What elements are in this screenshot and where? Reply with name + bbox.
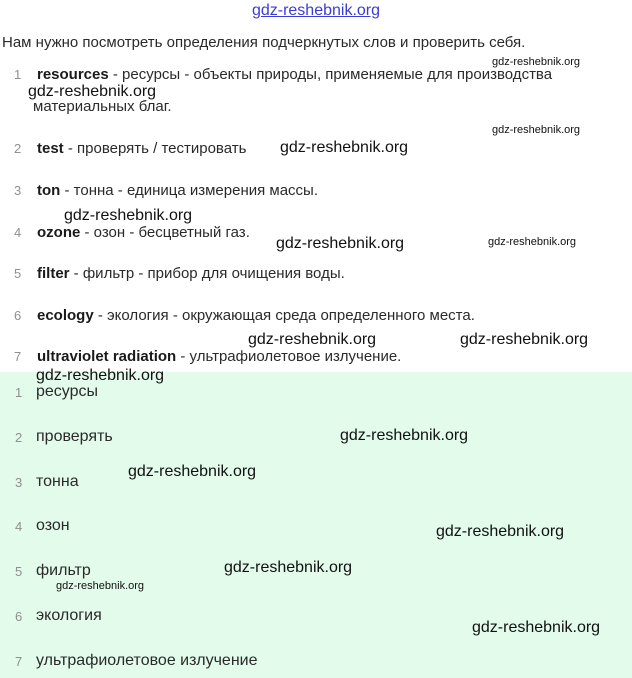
watermark: gdz-reshebnik.org [224,559,353,576]
item-number: 7 [15,654,23,669]
definition-term: resources [37,66,109,83]
definition-text [37,307,475,324]
definition-continuation: материальных благ. [33,98,172,115]
intro-text: Нам нужно посмотреть определения подчеркнутых слов и проверить себя. [2,34,526,51]
definition-text [37,140,246,157]
watermark: gdz-reshebnik.org [472,619,601,636]
item-number: 6 [14,308,22,323]
watermark: gdz-reshebnik.org [28,83,157,100]
definition-term: test [37,140,64,157]
watermark: gdz-reshebnik.org [492,56,581,68]
item-number: 6 [15,609,23,624]
definition-term: ozone [37,224,81,241]
watermark: gdz-reshebnik.org [436,523,565,540]
item-number: 5 [14,266,22,281]
item-number: 4 [15,519,23,534]
definition-meaning: - ресурсы - объекты природы, применяемые для производства [108,66,553,83]
definition-term: ultraviolet radiation [37,348,177,365]
watermark: gdz-reshebnik.org [488,236,577,248]
site-logo-link[interactable]: gdz-reshebnik.org [251,2,381,19]
definition-meaning: - экология - окружающая среда определенного места. [93,307,475,324]
watermark: gdz-reshebnik.org [64,207,193,224]
definition-meaning: - ультрафиолетовое излучение. [176,348,402,365]
answer-text: озон [36,517,70,534]
item-number: 4 [14,225,22,240]
answer-text: ультрафиолетовое излучение [36,652,258,669]
definition-text [37,348,401,365]
watermark: gdz-reshebnik.org [248,331,377,348]
definition-meaning: - озон - бесцветный газ. [80,224,250,241]
answer-text: тонна [36,473,79,490]
item-number: 3 [14,183,22,198]
item-number: 1 [15,385,23,400]
item-number: 2 [14,141,22,156]
item-number: 5 [15,564,23,579]
watermark: gdz-reshebnik.org [340,427,469,444]
watermark: gdz-reshebnik.org [276,235,405,252]
watermark: gdz-reshebnik.org [492,124,581,136]
definition-text [37,224,250,241]
definition-term: ecology [37,307,94,324]
definition-meaning: - проверять / тестировать [63,140,247,157]
item-number: 1 [14,67,22,82]
watermark: gdz-reshebnik.org [36,367,165,384]
watermark: gdz-reshebnik.org [56,580,145,592]
answer-text: фильтр [36,562,91,579]
watermark: gdz-reshebnik.org [280,139,409,156]
item-number: 3 [15,475,23,490]
answer-text: экология [36,607,102,624]
watermark: gdz-reshebnik.org [128,463,257,480]
answer-text: проверять [36,428,113,445]
watermark: gdz-reshebnik.org [460,331,589,348]
definition-text [37,265,345,282]
item-number: 2 [15,430,23,445]
definition-text [37,66,552,83]
definition-meaning: - фильтр - прибор для очищения воды. [69,265,345,282]
answer-text: ресурсы [36,383,99,400]
definition-term: filter [37,265,70,282]
definition-text [37,182,318,199]
item-number: 7 [14,349,22,364]
definition-meaning: - тонна - единица измерения массы. [60,182,319,199]
definition-term: ton [37,182,61,199]
